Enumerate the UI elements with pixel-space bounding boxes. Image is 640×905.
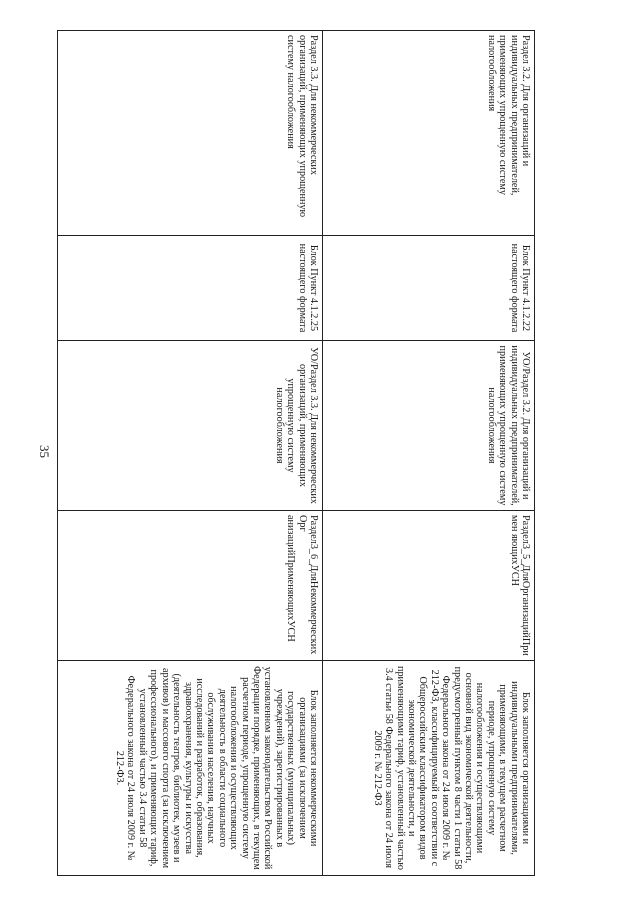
block-ref-cell: Блок Пункт 4.1.2.22 настоящего формата	[323, 236, 535, 341]
description-cell: Блок заполняется некоммерческими организациями (за исключением государственных (муниципальных) учреждений), зарегистрированных в установленном законодательством Российской Федерации порядке, применяющих, в текущем расчетном периоде, упрощенную систему налогообложения и осуществляющих деятельность в области социального обслуживания населения, научных исследований и разработок, образования, здравоохранения, культуры и искусства (деятельность театров, библиотек, музеев и архивов) и массового спорта (за исключением профессионального), и применяющих тариф, установленный частью 3.4 статьи 58 Федерального закона от 24 июля 2009 г. № 212-ФЗ.	[58, 661, 323, 876]
section-cell: Раздел 3.3. Для некоммерческих организаций, применяющих упрощенную систему налогообложения	[58, 31, 323, 236]
page-number: 35	[37, 445, 52, 458]
block-ref-cell: Блок Пункт 4.1.2.25 настоящего формата	[58, 236, 323, 341]
format-table	[57, 30, 535, 876]
uo-section-cell: УО/Раздел 3.3. Для некоммерческих организаций, применяющих упрощенную систему налогообложения	[58, 341, 323, 511]
code-cell: Раздел3_6_ДляНекоммерческихОрг анизацийПрименяющихУСН	[58, 511, 323, 661]
section-cell: Раздел 3.2. Для организаций и индивидуальных предпринимателей, применяющих упрощенную систему налогообложения	[323, 31, 535, 236]
table-row	[58, 31, 323, 876]
table-row	[323, 31, 535, 876]
uo-section-cell: УО/Раздел 3.2. Для организаций и индивидуальных предпринимателей, применяющих упрощенную систему налогообложения	[323, 341, 535, 511]
code-cell: Раздел3_5_ДляОрганизацийПримен яющихУСН	[323, 511, 535, 661]
description-cell: Блок заполняется организациями и индивидуальными предпринимателями, применяющими, в текущем расчетном периоде, упрощенную систему налогообложения и осуществляющими основной вид экономической деятельности, предусмотренный пунктом 8 части 1 статьи 58 Федерального закона от 24 июля 2009 г. № 212-ФЗ, классифицируемый в соответствии с Общероссийским классификатором видов экономической деятельности, и применяющими тариф, установленный частью 3.4 статьи 58 Федерального закона от 24 июля 2009 г. № 212-ФЗ	[323, 661, 535, 876]
rotated-table-container	[70, 30, 535, 875]
